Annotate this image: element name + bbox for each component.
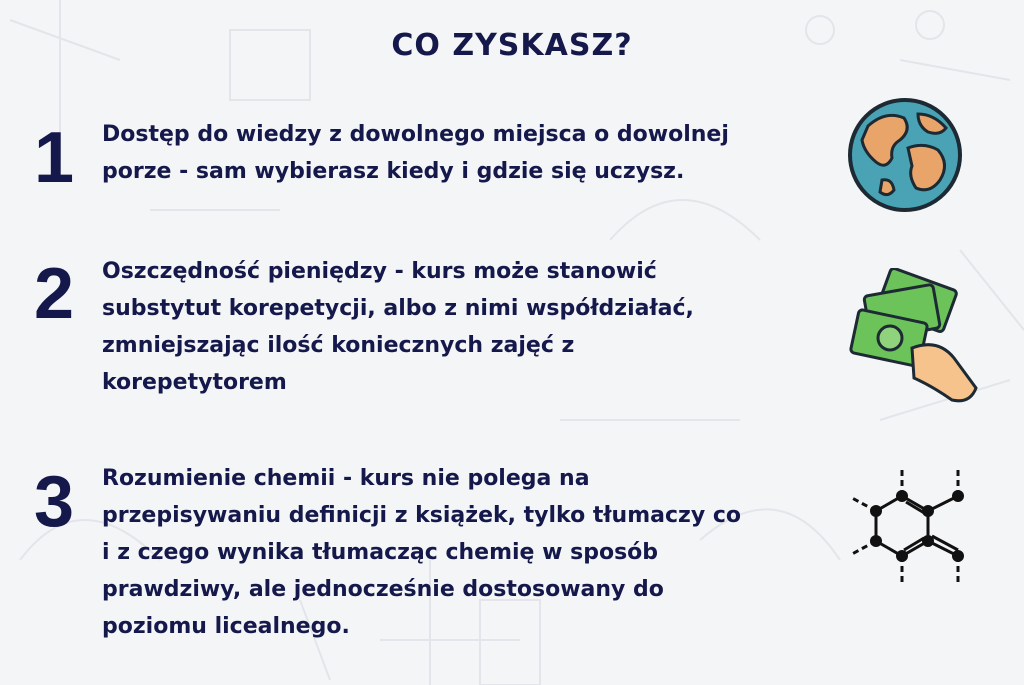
benefit-3-line: poziomu licealnego. — [102, 614, 350, 639]
benefit-3-line: Rozumienie chemii - kurs nie polega na — [102, 466, 590, 491]
number-3: 3 — [34, 462, 75, 542]
globe-icon — [846, 96, 964, 214]
benefit-2-line: Oszczędność pieniędzy - kurs może stanowić — [102, 259, 657, 284]
benefit-2-text — [102, 253, 822, 401]
benefit-2-line: substytut korepetycji, albo z nimi współdziałać, — [102, 296, 694, 321]
benefit-1-text — [102, 116, 822, 190]
benefit-2-line: zmniejszając ilość koniecznych zajęć z — [102, 333, 575, 358]
number-1: 1 — [34, 118, 75, 198]
molecule-icon — [846, 466, 976, 590]
benefit-3-text — [102, 460, 822, 645]
benefit-2-line: korepetytorem — [102, 370, 287, 395]
benefit-1-line: Dostęp do wiedzy z dowolnego miejsca o dowolnej — [102, 122, 729, 147]
number-2: 2 — [34, 254, 75, 334]
benefit-1-line: porze - sam wybierasz kiedy i gdzie się uczysz. — [102, 159, 685, 184]
benefit-3-line: prawdziwy, ale jednocześnie dostosowany do — [102, 577, 664, 602]
benefit-3-line: przepisywaniu definicji z książek, tylko tłumaczy co — [102, 503, 741, 528]
money-hand-icon — [842, 268, 982, 406]
benefit-3-line: i z czego wynika tłumacząc chemię w sposób — [102, 540, 659, 565]
page-title: CO ZYSKASZ? — [391, 28, 633, 63]
